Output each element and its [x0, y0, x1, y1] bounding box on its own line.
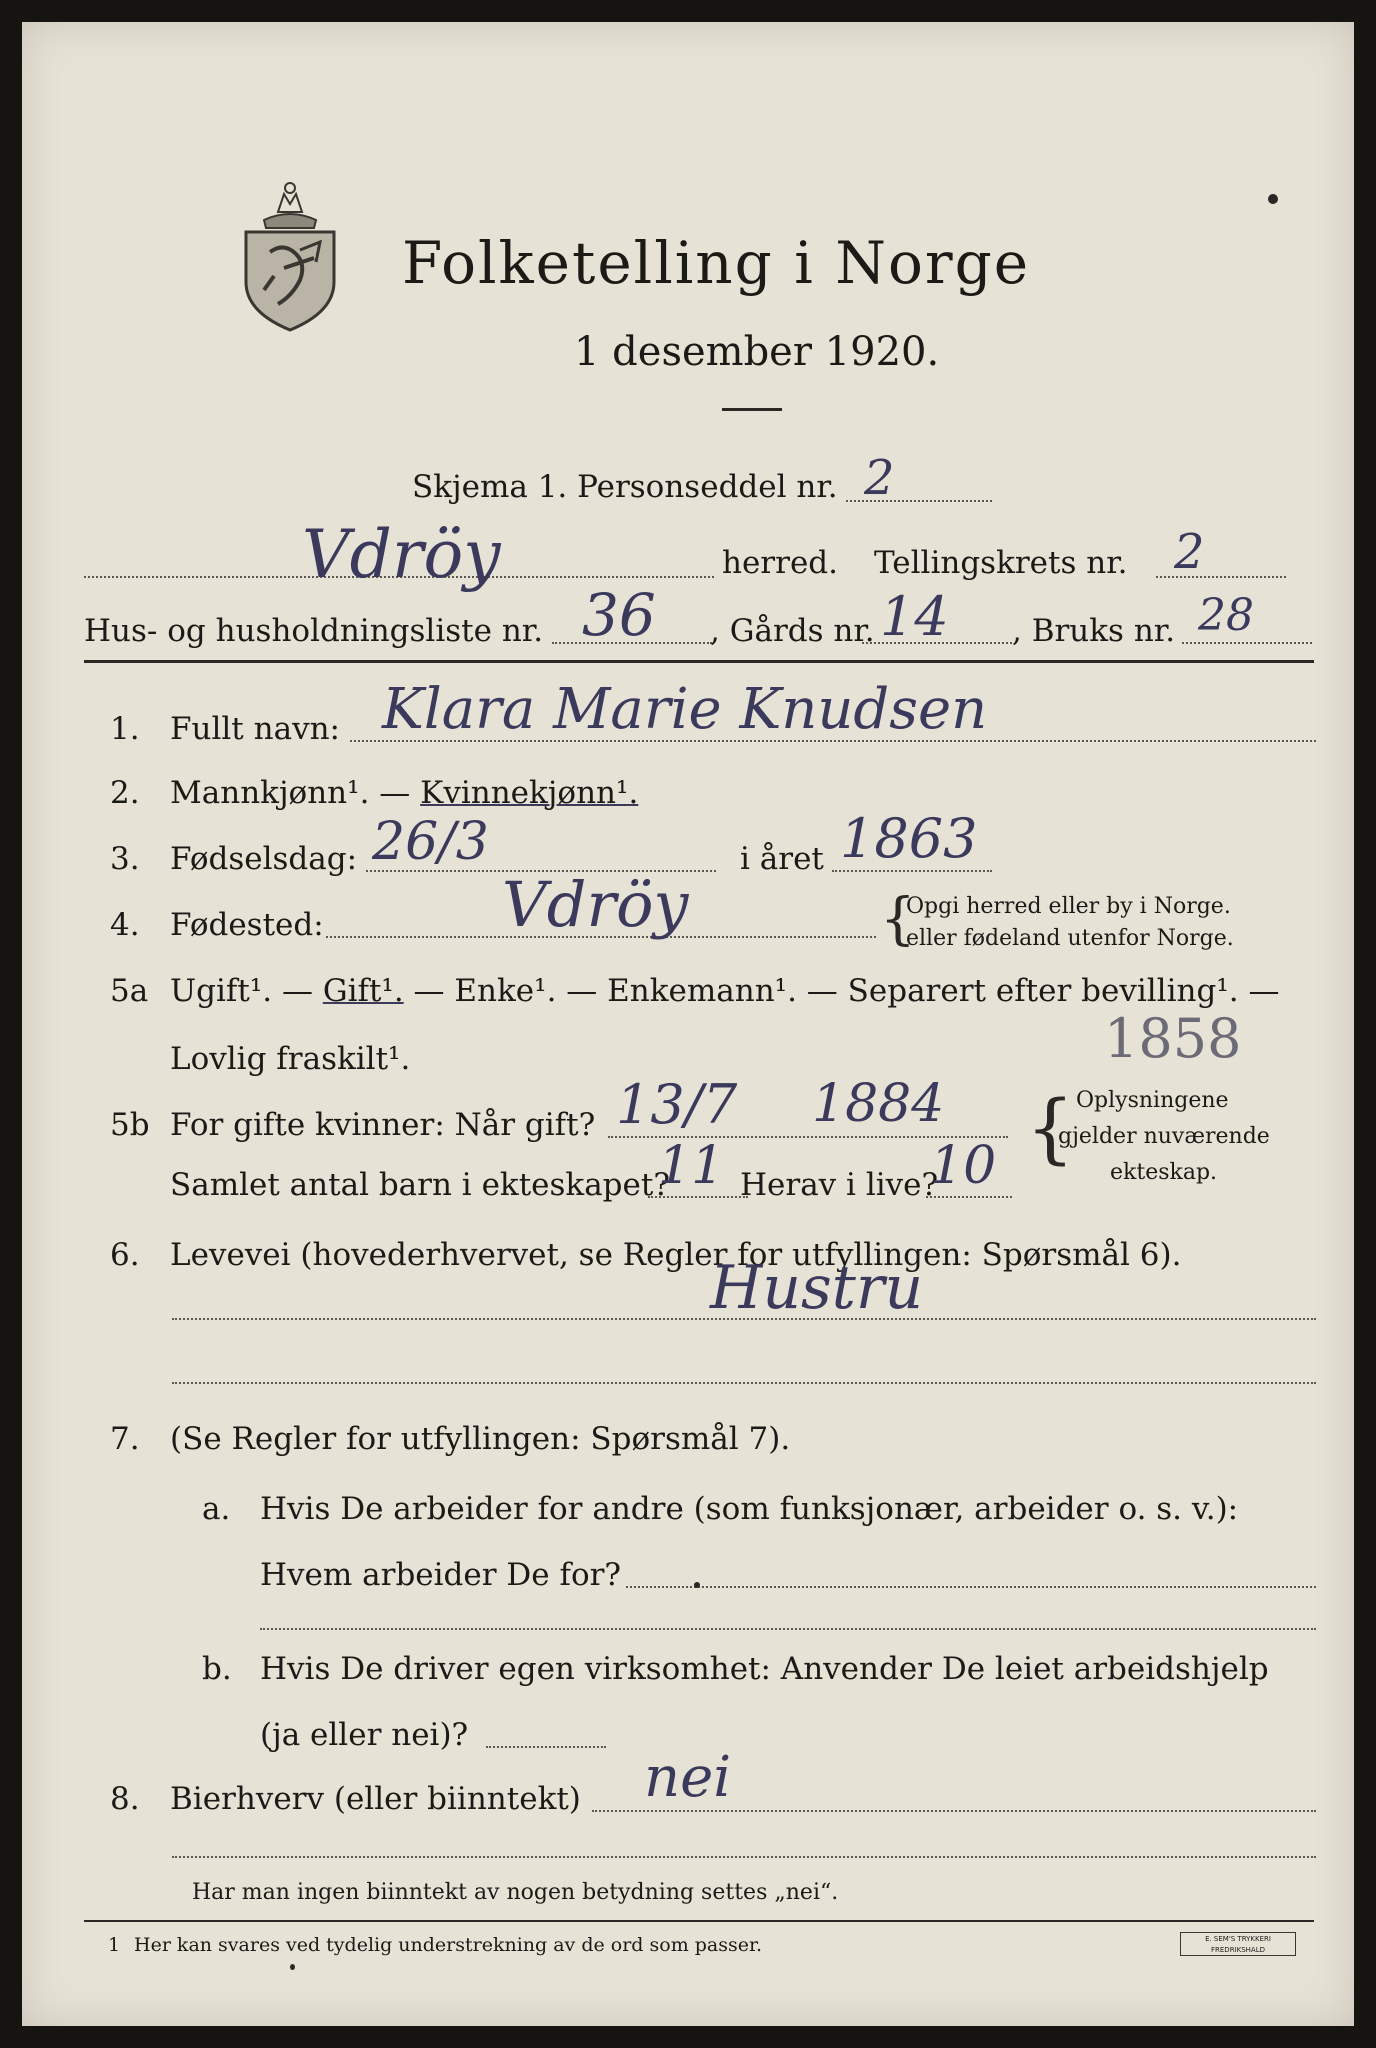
- q5b-note-line2: gjelder nuværende: [1058, 1124, 1270, 1149]
- q7-label: (Se Regler for utfyllingen: Spørsmål 7).: [170, 1421, 791, 1457]
- mann-option[interactable]: Mannkjønn¹.: [170, 775, 370, 811]
- marriage-year-value[interactable]: 1884: [812, 1074, 945, 1134]
- husholdningsliste-nr-value[interactable]: 36: [582, 581, 656, 649]
- coat-of-arms-icon: [234, 172, 346, 332]
- bruks-nr-value[interactable]: 28: [1198, 590, 1254, 641]
- q3-year-line: [832, 870, 992, 872]
- q4-label: Fødested:: [170, 907, 324, 943]
- husholdningsliste-label: Hus- og husholdningsliste nr.: [84, 613, 544, 649]
- tellingskrets-nr-value[interactable]: 2: [1174, 524, 1205, 580]
- q7a-line2: Hvem arbeider De for?: [260, 1557, 622, 1593]
- children-label: Samlet antal barn i ekteskapet?: [170, 1167, 670, 1203]
- q5b-note-brace: {: [1026, 1083, 1075, 1172]
- bruks-label: , Bruks nr.: [1012, 613, 1176, 649]
- full-name-value[interactable]: Klara Marie Knudsen: [382, 677, 988, 742]
- q7a-line-answer2: [260, 1628, 1316, 1630]
- q8-label: Bierhverv (eller biinntekt): [170, 1781, 581, 1817]
- birthplace-value[interactable]: Vdröy: [502, 868, 689, 941]
- q8-number: 8.: [110, 1781, 140, 1817]
- q5b-note-line1: Oplysningene: [1076, 1088, 1229, 1113]
- q5a-options-line1: [170, 973, 1280, 1009]
- q2-options: [170, 775, 639, 811]
- q8-line2: [172, 1856, 1316, 1858]
- ugift-option[interactable]: Ugift¹. —: [170, 973, 323, 1009]
- q4-note-line1: Opgi herred eller by i Norge.: [906, 894, 1231, 919]
- q6-number: 6.: [110, 1237, 140, 1273]
- birth-year-value[interactable]: 1863: [840, 807, 978, 870]
- bruks-line: [1182, 642, 1312, 644]
- q4-note-brace: {: [880, 887, 916, 952]
- side-income-value[interactable]: nei: [644, 1745, 732, 1810]
- q5a-number: 5a: [110, 973, 149, 1009]
- form-title: Folketelling i Norge: [402, 229, 1031, 297]
- kvinne-option-underlined[interactable]: Kvinnekjønn¹.: [420, 775, 639, 811]
- alive-count-value[interactable]: 10: [930, 1136, 997, 1196]
- footnote-text: Her kan svares ved tydelig understrekning av de ord som passer.: [134, 1934, 763, 1956]
- footnote-rule: [84, 1920, 1314, 1922]
- children-line: [648, 1196, 748, 1198]
- q7a-line1: Hvis De arbeider for andre (som funksjonær, arbeider o. s. v.):: [260, 1491, 1239, 1527]
- q6-label: Levevei (hovederhvervet, se Regler for utfyllingen: Spørsmål 6).: [170, 1237, 1182, 1273]
- biinntekt-note: Har man ingen biinntekt av nogen betydning settes „nei“.: [192, 1880, 839, 1905]
- ink-speck: [694, 1582, 700, 1588]
- alive-label: Herav i live?: [740, 1167, 939, 1203]
- q7b-number: b.: [202, 1651, 232, 1687]
- q5b-label: For gifte kvinner: Når gift?: [170, 1107, 596, 1143]
- q7b-line1: Hvis De driver egen virksomhet: Anvender De leiet arbeidshjelp: [260, 1651, 1269, 1687]
- gift-option-underlined[interactable]: Gift¹.: [322, 973, 404, 1009]
- tellingskrets-label: Tellingskrets nr.: [874, 545, 1128, 581]
- q1-label: Fullt navn:: [170, 711, 340, 747]
- q5a-options-line2[interactable]: Lovlig fraskilt¹.: [170, 1041, 411, 1077]
- ink-speck: [290, 1964, 295, 1970]
- marriage-date-value[interactable]: 13/7: [616, 1073, 738, 1136]
- q7b-line2: (ja eller nei)?: [260, 1717, 469, 1753]
- q2-separator: —: [369, 775, 421, 811]
- q3-label: Fødselsdag:: [170, 841, 358, 877]
- skjema-label: Skjema 1. Personseddel nr.: [412, 469, 838, 505]
- gards-label: , Gårds nr.: [710, 613, 875, 649]
- form-date: 1 desember 1920.: [574, 329, 940, 375]
- gards-nr-value[interactable]: 14: [880, 585, 949, 648]
- header-rule: [84, 660, 1314, 663]
- q3-year-label: i året: [740, 841, 824, 877]
- q4-note-line2: eller fødeland utenfor Norge.: [906, 926, 1234, 951]
- title-divider: [722, 408, 782, 411]
- q7-number: 7.: [110, 1421, 140, 1457]
- ink-speck: [1268, 194, 1278, 204]
- herred-label: herred.: [722, 545, 838, 581]
- q3-number: 3.: [110, 841, 140, 877]
- q7b-line-answer: [486, 1746, 606, 1748]
- margin-note-1858: 1858: [1104, 1007, 1242, 1070]
- herred-value[interactable]: Vdröy: [302, 516, 501, 593]
- q7a-number: a.: [202, 1491, 231, 1527]
- footnote-marker: 1: [108, 1934, 121, 1956]
- alive-line: [926, 1196, 1012, 1198]
- q2-number: 2.: [110, 775, 140, 811]
- occupation-value[interactable]: Hustru: [710, 1253, 924, 1323]
- q5b-number: 5b: [110, 1107, 150, 1143]
- other-status-options[interactable]: — Enke¹. — Enkemann¹. — Separert efter bevilling¹. —: [403, 973, 1280, 1009]
- q7a-line-answer: [626, 1586, 1316, 1588]
- q8-line: [592, 1810, 1316, 1812]
- printer-stamp: E. SEM'S TRYKKERI FREDRIKSHALD: [1180, 1932, 1296, 1956]
- personseddel-nr-value[interactable]: 2: [864, 450, 895, 506]
- q5b-note-line3: ekteskap.: [1110, 1160, 1218, 1185]
- q4-number: 4.: [110, 907, 140, 943]
- children-count-value[interactable]: 11: [658, 1136, 725, 1196]
- census-form-page: [22, 22, 1354, 2026]
- birthday-value[interactable]: 26/3: [372, 812, 489, 872]
- q6-line2: [172, 1382, 1316, 1384]
- q1-number: 1.: [110, 711, 140, 747]
